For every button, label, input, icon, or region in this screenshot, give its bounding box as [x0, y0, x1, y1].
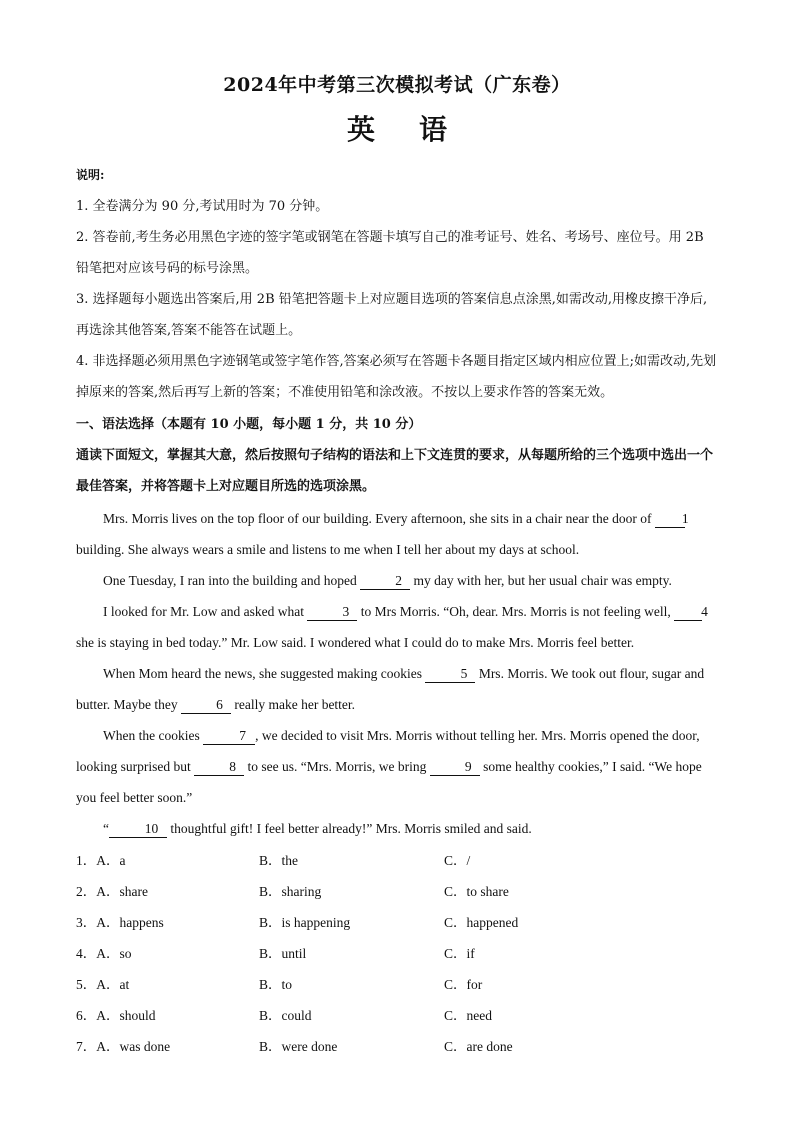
passage-paragraph: I looked for Mr. Low and asked what 3 to Mrs Morris. “Oh, dear. Mrs. Morris is not feeling well, 4 she is staying in bed today.” Mr. Low said. I wondered what I could do to make Mrs. Morris feel better.	[76, 604, 708, 650]
passage	[76, 503, 720, 844]
option-b[interactable]: B．to	[259, 977, 293, 992]
option-a[interactable]: A．happens	[96, 915, 164, 930]
blank-7[interactable]: 7	[203, 728, 255, 745]
instruction-item: 3. 选择题每小题选出答案后,用 2B 铅笔把答题卡上对应题目选项的答案信息点涂黑,如需改动,用橡皮擦干净后,再选涂其他答案,答案不能答在试题上。	[76, 292, 708, 338]
section-direction: 通读下面短文，掌握其大意，然后按照句子结构的语法和上下文连贯的要求，从每题所给的三个选项中选出一个最佳答案，并将答题卡上对应题目所选的选项涂黑。	[76, 448, 714, 494]
passage-paragraph: Mrs. Morris lives on the top floor of our building. Every afternoon, she sits in a chair near the door of 1 building. She always wears a smile and listens to me when I tell her about my days at school.	[76, 511, 689, 557]
section-heading: 一、语法选择（本题有 10 小题，每小题 1 分，共 10 分）	[76, 417, 422, 432]
option-a[interactable]: A．at	[96, 977, 130, 992]
section-1	[76, 409, 720, 502]
option-c[interactable]: C．happened	[444, 915, 519, 930]
instructions	[76, 160, 720, 408]
passage-paragraph: When the cookies 7 , we decided to visit Mrs. Morris without telling her. Mrs. Morris opened the door, looking surprised but 8 to see us. “Mrs. Morris, we bring 9 some healthy cookies,” I said. “We hope you feel better soon.”	[76, 728, 702, 805]
option-a[interactable]: A．was done	[96, 1039, 171, 1054]
blank-5[interactable]: 5	[425, 666, 475, 683]
question-options: 2．A．share B．sharing C．to share	[76, 876, 736, 907]
blank-2[interactable]: 2	[360, 573, 410, 590]
question-options: 1．A．a B．the C．/	[76, 845, 736, 876]
blank-6[interactable]: 6	[181, 697, 231, 714]
option-a[interactable]: A．share	[96, 884, 148, 899]
option-c[interactable]: C．for	[444, 977, 483, 992]
option-a[interactable]: A．so	[96, 946, 132, 961]
question-options: 5．A．at B．to C．for	[76, 969, 736, 1000]
blank-1[interactable]: 1	[655, 511, 685, 528]
passage-paragraph: One Tuesday, I ran into the building and hoped 2 my day with her, but her usual chair was empty.	[103, 573, 672, 588]
option-c[interactable]: C．if	[444, 946, 475, 961]
blank-8[interactable]: 8	[194, 759, 244, 776]
option-b[interactable]: B．until	[259, 946, 307, 961]
question-options: 3．A．happens B．is happening C．happened	[76, 907, 736, 938]
blank-3[interactable]: 3	[307, 604, 357, 621]
instruction-item: 1. 全卷满分为 90 分,考试用时为 70 分钟。	[76, 199, 329, 214]
question-options: 7．A．was done B．were done C．are done	[76, 1031, 736, 1062]
blank-4[interactable]: 4	[674, 604, 702, 621]
options-list	[76, 845, 736, 1062]
blank-9[interactable]: 9	[430, 759, 480, 776]
option-b[interactable]: B．the	[259, 853, 298, 868]
option-b[interactable]: B．sharing	[259, 884, 322, 899]
option-a[interactable]: A．should	[96, 1008, 156, 1023]
option-c[interactable]: C．are done	[444, 1039, 513, 1054]
option-b[interactable]: B．is happening	[259, 915, 351, 930]
subject-title	[0, 108, 794, 148]
question-options: 6．A．should B．could C．need	[76, 1000, 736, 1031]
option-c[interactable]: C．/	[444, 853, 471, 868]
option-a[interactable]: A．a	[96, 853, 126, 868]
instruction-item: 4. 非选择题必须用黑色字迹钢笔或签字笔作答,答案必须写在答题卡各题目指定区域内相应位置上;如需改动,先划掉原来的答案,然后再写上新的答案；不准使用铅笔和涂改液。不按以上要求作答的答案无效。	[76, 354, 717, 400]
subject-char: 语	[419, 113, 448, 146]
question-options: 4．A．so B．until C．if	[76, 938, 736, 969]
passage-paragraph: When Mom heard the news, she suggested making cookies 5 Mrs. Morris. We took out flour, sugar and butter. Maybe they 6 really make her better.	[76, 666, 705, 712]
instructions-heading: 说明:	[76, 168, 105, 182]
option-c[interactable]: C．need	[444, 1008, 492, 1023]
exam-title: 2024年中考第三次模拟考试（广东卷）	[223, 74, 571, 96]
instruction-item: 2. 答卷前,考生务必用黑色字迹的签字笔或钢笔在答题卡填写自己的准考证号、姓名、考场号、座位号。用 2B 铅笔把对应该号码的标号涂黑。	[76, 230, 704, 276]
passage-paragraph: “ 10 thoughtful gift! I feel better already!” Mrs. Morris smiled and said.	[103, 821, 532, 836]
option-b[interactable]: B．were done	[259, 1039, 338, 1054]
option-c[interactable]: C．to share	[444, 884, 509, 899]
option-b[interactable]: B．could	[259, 1008, 312, 1023]
blank-10[interactable]: 10	[109, 821, 167, 838]
subject-char: 英	[346, 113, 375, 146]
